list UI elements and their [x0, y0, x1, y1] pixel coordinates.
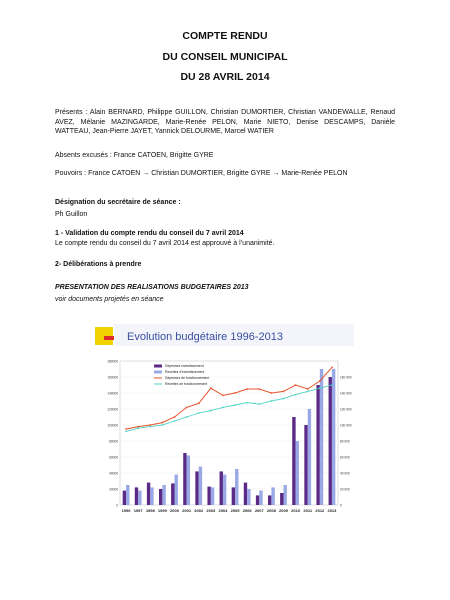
- bar-depenses-invest: [304, 425, 307, 505]
- x-tick-label: 2010: [291, 508, 301, 513]
- series-point: [258, 388, 260, 390]
- series-point: [161, 422, 163, 424]
- bar-recettes-invest: [126, 485, 129, 505]
- secretary-heading: Désignation du secrétaire de séance :: [55, 199, 181, 206]
- bar-depenses-invest: [220, 471, 223, 505]
- budget-chart-svg: [92, 323, 358, 520]
- secretary-name: Ph Guillon: [55, 211, 88, 218]
- bar-depenses-invest: [123, 491, 126, 505]
- series-point: [246, 402, 248, 404]
- series-point: [137, 426, 139, 428]
- x-tick-label: 1996: [121, 508, 131, 513]
- series-point: [283, 398, 285, 400]
- bar-depenses-invest: [183, 453, 186, 505]
- bar-recettes-invest: [187, 455, 190, 505]
- series-point: [307, 391, 309, 393]
- y-tick-label-right: 160 000: [340, 375, 352, 380]
- series-point: [149, 426, 151, 428]
- bar-recettes-invest: [271, 487, 274, 505]
- bar-recettes-invest: [296, 441, 299, 505]
- document-subtitle: DU CONSEIL MUNICIPAL: [162, 51, 288, 63]
- legend-label: Dépenses investissement: [165, 364, 204, 368]
- series-point: [295, 394, 297, 396]
- legend-label: Recettes d'investissement: [165, 370, 205, 374]
- y-tick-label-right: 140 000: [340, 391, 352, 396]
- legend-label: Recettes de fonctionnement: [165, 382, 208, 386]
- series-point: [174, 420, 176, 422]
- y-tick-label-left: 160000: [107, 375, 118, 380]
- bar-depenses-invest: [292, 417, 295, 505]
- series-point: [137, 427, 139, 429]
- series-point: [198, 403, 200, 405]
- series-point: [246, 388, 248, 390]
- y-tick-label-left: 140000: [107, 391, 118, 396]
- budget-chart: [92, 323, 358, 520]
- x-tick-label: 2008: [266, 508, 276, 513]
- bar-depenses-invest: [268, 495, 271, 505]
- series-point: [258, 403, 260, 405]
- x-tick-label: 2002: [194, 508, 204, 513]
- absents-paragraph: Absents excusés : France CATOEN, Brigitte GYRE: [55, 152, 214, 159]
- x-tick-label: 2000: [170, 508, 179, 513]
- legend-label: Dépenses de fonctionnement: [165, 376, 210, 380]
- bar-depenses-invest: [159, 489, 162, 505]
- document-title: COMPTE RENDU: [182, 30, 268, 42]
- y-tick-label-left: 120000: [107, 407, 118, 412]
- x-tick-label: 2003: [206, 508, 216, 513]
- bar-recettes-invest: [284, 485, 287, 505]
- x-tick-label: 1999: [157, 508, 167, 513]
- y-tick-label-left: 80000: [109, 439, 118, 444]
- item1-text: Le compte rendu du conseil du 7 avril 2014 est approuvé à l’unanimité.: [55, 240, 275, 247]
- bar-recettes-invest: [138, 491, 141, 505]
- bar-depenses-invest: [135, 487, 138, 505]
- series-point: [307, 388, 309, 390]
- chart-title: Evolution budgétaire 1996-2013: [127, 331, 283, 343]
- bar-recettes-invest: [175, 475, 178, 505]
- bar-recettes-invest: [223, 475, 226, 505]
- series-point: [186, 407, 188, 409]
- bar-recettes-invest: [308, 409, 311, 505]
- legend-swatch: [154, 365, 162, 368]
- x-tick-label: 2004: [218, 508, 228, 513]
- bar-depenses-invest: [232, 487, 235, 505]
- legend-swatch: [154, 371, 162, 374]
- series-point: [186, 416, 188, 418]
- y-tick-label-right: 80 000: [340, 439, 350, 444]
- x-tick-label: 2013: [327, 508, 337, 513]
- bar-depenses-invest: [244, 483, 247, 505]
- bar-recettes-invest: [247, 489, 250, 505]
- series-point: [125, 431, 127, 433]
- proxies-paragraph: Pouvoirs : France CATOEN → Christian DUMORTIER, Brigitte GYRE → Marie-Renée PELON: [55, 170, 348, 177]
- series-point: [234, 404, 236, 406]
- bar-depenses-invest: [256, 495, 259, 505]
- x-tick-label: 2009: [279, 508, 288, 513]
- x-tick-label: 2007: [254, 508, 264, 513]
- document-date: DU 28 AVRIL 2014: [180, 71, 270, 83]
- y-tick-label-right: 100 000: [340, 423, 352, 428]
- item1-heading: 1 - Validation du compte rendu du conseil du 7 avril 2014: [55, 230, 244, 237]
- y-tick-label-right: 60 000: [340, 455, 350, 460]
- bar-recettes-invest: [332, 369, 335, 505]
- series-point: [331, 367, 333, 369]
- bar-depenses-invest: [207, 487, 210, 505]
- y-tick-label-right: 40 000: [340, 471, 350, 476]
- bar-depenses-invest: [195, 471, 198, 505]
- x-tick-label: 2012: [315, 508, 325, 513]
- series-point: [125, 428, 127, 430]
- series-point: [174, 416, 176, 418]
- series-point: [210, 410, 212, 412]
- x-tick-label: 2006: [242, 508, 252, 513]
- y-tick-label-left: 0: [116, 503, 118, 508]
- y-tick-label-left: 60000: [109, 455, 118, 460]
- bar-recettes-invest: [235, 469, 238, 505]
- attendees-paragraph: Présents : Alain BERNARD, Philippe GUILLON, Christian DUMORTIER, Christian VANDEWALLE, Renaud AVEZ, Mélanie MAZINGARDE, Marie-Renée PELON, Marie NIETO, Denise DESCAMPS, Danièle WATTEAU, Jean-Pierre JAYET, Yannick DELOURME, Marcel WATIER: [55, 109, 395, 136]
- bar-recettes-invest: [259, 491, 262, 505]
- bar-depenses-invest: [171, 483, 174, 505]
- y-tick-label-left: 40000: [109, 471, 118, 476]
- bar-recettes-invest: [320, 369, 323, 505]
- x-tick-label: 2011: [303, 508, 313, 513]
- x-tick-label: 1998: [145, 508, 155, 513]
- y-tick-label-left: 180000: [107, 359, 118, 364]
- bar-depenses-invest: [329, 377, 332, 505]
- y-tick-label-right: 120 000: [340, 407, 352, 412]
- section-note: voir documents projetés en séance: [55, 296, 164, 303]
- y-tick-label-right: 20 000: [340, 487, 350, 492]
- series-point: [222, 395, 224, 397]
- x-tick-label: 1997: [133, 508, 143, 513]
- series-point: [234, 392, 236, 394]
- series-point: [149, 424, 151, 426]
- y-tick-label-left: 100000: [107, 423, 118, 428]
- x-tick-label: 2005: [230, 508, 240, 513]
- bar-depenses-invest: [147, 483, 150, 505]
- item2-heading: 2- Délibérations à prendre: [55, 261, 142, 268]
- y-tick-label-right: 0: [340, 503, 342, 508]
- bar-recettes-invest: [150, 487, 153, 505]
- y-tick-label-left: 20000: [109, 487, 118, 492]
- series-point: [161, 424, 163, 426]
- section-title: PRESENTATION DES REALISATIONS BUDGETAIRES 2013: [55, 284, 249, 291]
- bar-depenses-invest: [280, 493, 283, 505]
- series-point: [198, 412, 200, 414]
- series-point: [210, 387, 212, 389]
- bar-recettes-invest: [162, 485, 165, 505]
- bar-recettes-invest: [199, 467, 202, 505]
- series-point: [331, 384, 333, 386]
- x-tick-label: 2001: [182, 508, 192, 513]
- series-point: [270, 400, 272, 402]
- series-point: [319, 380, 321, 382]
- series-point: [295, 384, 297, 386]
- series-point: [270, 392, 272, 394]
- series-point: [283, 391, 285, 393]
- series-point: [319, 387, 321, 389]
- series-point: [222, 407, 224, 409]
- bar-recettes-invest: [211, 487, 214, 505]
- bar-depenses-invest: [316, 385, 319, 505]
